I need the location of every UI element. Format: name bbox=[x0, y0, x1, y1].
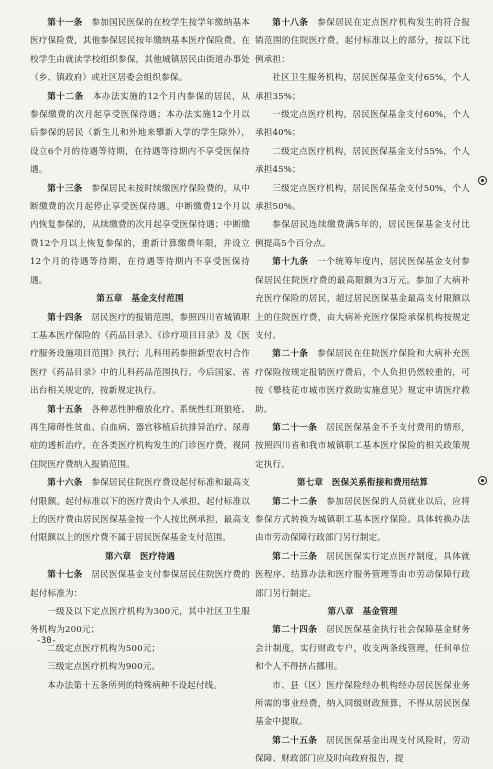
article-17-item: 二级定点医疗机构为500元； bbox=[47, 643, 161, 654]
article-21: 第二十一条 居民医保基金不予支付费用的情形，按照四川省和我市城镇职工基本医疗保险的相关政策规定执行。 bbox=[255, 422, 470, 470]
article-17-note: 本办法第十五条所列的特殊病种不设起付线。 bbox=[47, 680, 223, 691]
article-22: 第二十二条 参加居民医保的人员就业以后，应将参保方式转换为城镇职工基本医疗保险。具体转换办法由市劳动保障行政部门另行制定。 bbox=[255, 496, 470, 544]
chapter-8-heading: 第八章 基金管理 bbox=[327, 607, 398, 617]
article-18-item: 二级定点医疗机构，居民医保基金支付55%，个人承担45%； bbox=[255, 146, 470, 176]
chapter-6-heading: 第六章 医疗待遇 bbox=[105, 551, 175, 562]
article-18: 第十八条 参保居民在定点医疗机构发生的符合报销范围的住院医疗费，起付标准以上的部分，按以下比例承担： bbox=[255, 18, 470, 65]
article-20: 第二十条 参保居民在住院医疗保险和大病补充医疗保险按规定报销医疗费后，个人负担仍然较重的，可按《攀枝花市城市医疗救助实施意见》规定申请医疗救助。 bbox=[255, 349, 470, 415]
article-17: 第十七条 居民医保基金支付参保居民住院医疗费的起付标准为： bbox=[30, 570, 251, 599]
article-15: 第十五条 各种恶性肿瘤放化疗、系统性红斑狼疮、再生障碍性贫血、白血病、器官移植后抗排异治疗、尿毒症的透析治疗，在各类医疗机构发生的门诊医疗费，视同住院医疗费纳入报销范围。 bbox=[30, 404, 251, 470]
right-column bbox=[255, 14, 470, 769]
article-11: 第十一条 参加国民医保的在校学生按学年缴纳基本医疗保险费，其他参保居民按年缴纳基本医疗保险费。在校学生由就读学校组织参保，其他城镇居民由街道办事处（乡、镇政府）或社区居委会组织参保。 bbox=[30, 18, 251, 84]
binding-hole-mark-bottom bbox=[478, 476, 487, 485]
page-number: -30- bbox=[36, 636, 57, 646]
binding-hole-mark-top bbox=[478, 176, 487, 185]
article-19: 第十九条 一个统筹年度内，居民医保基金支付参保居民住院医疗费的最高限额为3万元。参加了大病补充医疗保险的居民，超过居民医保基金最高支付限额以上的住院医疗费，由大病补充医疗保险承保机构按规定支付。 bbox=[255, 257, 470, 341]
article-17-item: 一级及以下定点医疗机构为300元，其中社区卫生服务机构为200元； bbox=[30, 607, 250, 636]
article-24-note: 市、县（区）医疗保险经办机构经办居民医保业务所需的事业经费，纳入同级财政预算，不得从居民医保基金中提取。 bbox=[255, 680, 470, 728]
article-18-item: 三级定点医疗机构，居民医保基金支付50%，个人承担50%。 bbox=[255, 183, 470, 213]
chapter-5-heading: 第五章 基金支付范围 bbox=[96, 294, 184, 305]
left-column bbox=[30, 14, 250, 695]
article-13: 第十三条 参保居民未按时续缴医疗保险费的，从中断缴费的次月起停止享受医保待遇。中断缴费12个月以内恢复参保的，从续缴费的次月起享受医保待遇；中断缴费12个月以上恢复参保的，重新计算缴费年限，并设立12个月的待遇等待期，在待遇等待期内不享受医保待遇。 bbox=[30, 183, 251, 286]
chapter-7-heading: 第七章 医保关系衔接和费用结算 bbox=[296, 478, 429, 489]
article-16: 第十六条 参保居民住院医疗费设起付标准和最高支付限额。起付标准以下的医疗费由个人承担，起付标准以上的医疗费由居民医保基金按一个人按比例承担，最高支付限额以上的医疗费不属于居民医保基金支付范围。 bbox=[30, 478, 251, 544]
article-24: 第二十四条 居民医保基金执行社会保障基金财务会计制度，实行财政专户，收支两条线管理，任何单位和个人不得挤占挪用。 bbox=[255, 625, 470, 673]
article-14: 第十四条 居民医疗的报销范围，参照四川省城镇职工基本医疗保险的《药品目录》、《诊疗项目目录》及《医疗服务设施项目范围》执行；儿科用药参照新型农村合作医疗《药品目录》中的儿科药品范围执行。今后国家、省出台相关规定的，按新规定执行。 bbox=[30, 312, 251, 397]
article-23: 第二十三条 居民医保实行定点医疗制度，具体就医程序、结算办法和医疗服务管理等由市劳动保障行政部门另行制定。 bbox=[255, 551, 470, 599]
article-18-item: 社区卫生服务机构，居民医保基金支付65%，个人承担35%； bbox=[255, 73, 470, 102]
article-17-item: 三级定点医疗机构为900元。 bbox=[47, 662, 161, 673]
article-12: 第十二条 本办法实施的12个月内参保的居民，从参保缴费的次月起享受医保待遇；本办法实施12个月以后参保的居民（新生儿和外地来攀新入学的学生除外），设立6个月的待遇等待期，在待遇等待期内不享受医保待遇。 bbox=[30, 91, 250, 176]
article-25: 第二十五条 居民医保基金出现支付风险时，劳动保障、财政部门应及时向政府报告，提 bbox=[255, 735, 470, 765]
article-18-item: 一级定点医疗机构，居民医保基金支付60%，个人承担40%； bbox=[255, 110, 470, 139]
article-18-note: 参保居民连续缴费满5年的，居民医保基金支付比例提高5个百分点。 bbox=[255, 220, 470, 249]
